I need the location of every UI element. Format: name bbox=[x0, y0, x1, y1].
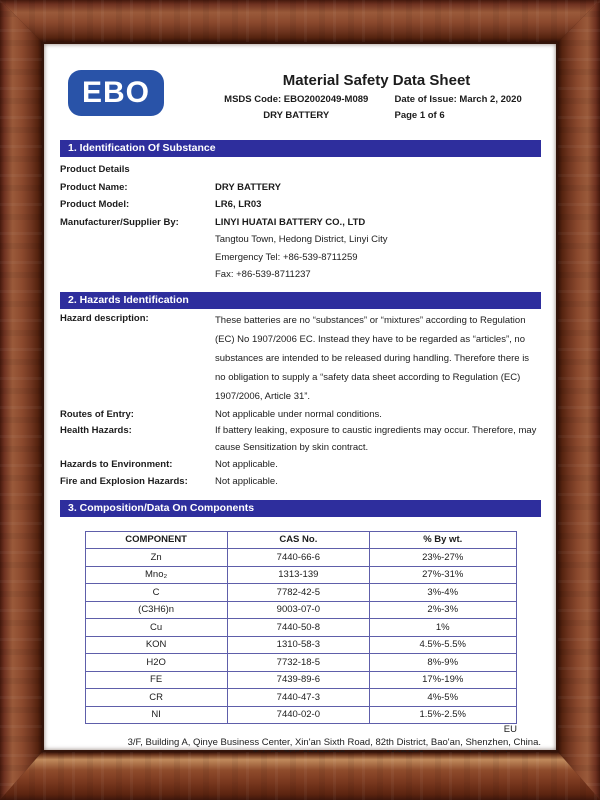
table-row bbox=[85, 636, 516, 654]
hazard-description-value: These batteries are no “substances” or “mixtures” according to Regulation (EC) No 1907/2006 EC. Instead they have to be regarded as “articles”, no substances are intended to be released during handling. Therefore there is no obligation to supply a “safety data sheet according to Regulation (EC) 1907/2006, Article 31”. bbox=[215, 314, 530, 403]
header-meta-right bbox=[380, 92, 541, 124]
cell-cas: 7440-50-8 bbox=[227, 619, 369, 637]
cell-component: CR bbox=[85, 689, 227, 707]
fire-explosion-value: Not applicable. bbox=[215, 475, 278, 487]
cell-wt: 17%-19% bbox=[369, 671, 516, 689]
table-row bbox=[85, 601, 516, 619]
header-text-block bbox=[164, 70, 541, 124]
cell-wt: 2%-3% bbox=[369, 601, 516, 619]
section-2-body bbox=[60, 311, 541, 491]
product-name-value: DRY BATTERY bbox=[215, 181, 281, 193]
hazard-description-row bbox=[60, 311, 541, 407]
picture-frame-top bbox=[0, 0, 600, 42]
manufacturer-fax: Fax: +86-539-8711237 bbox=[215, 269, 311, 280]
cell-component: Zn bbox=[85, 549, 227, 567]
table-row bbox=[85, 619, 516, 637]
routes-of-entry-label: Routes of Entry: bbox=[60, 408, 134, 420]
cell-component: FE bbox=[85, 671, 227, 689]
health-hazards-label: Health Hazards: bbox=[60, 425, 132, 437]
cell-cas: 7732-18-5 bbox=[227, 654, 369, 672]
page-number: Page 1 of 6 bbox=[394, 110, 445, 121]
cell-wt: 4%-5% bbox=[369, 689, 516, 707]
cell-cas: 7440-02-0 bbox=[227, 706, 369, 724]
footer-address: 3/F, Building A, Qinye Business Center, Xin'an Sixth Road, 82th District, Bao'an, Shenzhen, China. bbox=[127, 736, 541, 748]
cell-component: (C3H6)n bbox=[85, 601, 227, 619]
table-row bbox=[85, 566, 516, 584]
fire-explosion-label: Fire and Explosion Hazards: bbox=[60, 475, 188, 487]
cell-component: Cu bbox=[85, 619, 227, 637]
hazard-description-label: Hazard description: bbox=[60, 312, 149, 324]
section-3-header: 3. Composition/Data On Components bbox=[60, 500, 541, 517]
health-hazards-value: If battery leaking, exposure to caustic ingredients may occur. Therefore, may cause Sensitization by skin contract. bbox=[215, 425, 537, 454]
msds-code: MSDS Code: EBO2002049-M089 bbox=[224, 94, 369, 105]
product-model-row bbox=[60, 196, 541, 214]
table-row bbox=[85, 584, 516, 602]
cell-cas: 7440-47-3 bbox=[227, 689, 369, 707]
date-of-issue: Date of Issue: March 2, 2020 bbox=[394, 94, 522, 105]
table-header-row bbox=[85, 531, 516, 549]
table-row bbox=[85, 706, 516, 724]
footer-region: EU bbox=[503, 724, 517, 735]
manufacturer-label: Manufacturer/Supplier By: bbox=[60, 216, 179, 228]
cell-cas: 7439-89-6 bbox=[227, 671, 369, 689]
header-meta-left bbox=[212, 92, 380, 124]
manufacturer-name: LINYI HUATAI BATTERY CO., LTD bbox=[215, 216, 366, 228]
table-row bbox=[85, 549, 516, 567]
product-name-row bbox=[60, 179, 541, 197]
cell-wt: 23%-27% bbox=[369, 549, 516, 567]
product-line: DRY BATTERY bbox=[263, 110, 330, 121]
manufacturer-tel: Emergency Tel: +86-539-8711259 bbox=[215, 251, 358, 263]
cell-cas: 7440-66-6 bbox=[227, 549, 369, 567]
hazards-environment-label: Hazards to Environment: bbox=[60, 458, 173, 470]
cell-component: C bbox=[85, 584, 227, 602]
product-model-value: LR6, LR03 bbox=[215, 199, 262, 210]
cell-cas: 7782-42-5 bbox=[227, 584, 369, 602]
product-name-label: Product Name: bbox=[60, 181, 128, 193]
fire-explosion-row bbox=[60, 474, 541, 491]
section-1-body bbox=[60, 159, 541, 284]
product-details-heading: Product Details bbox=[60, 164, 130, 175]
cell-wt: 1.5%-2.5% bbox=[369, 706, 516, 724]
section-2-header: 2. Hazards Identification bbox=[60, 292, 541, 309]
cell-component: KON bbox=[85, 636, 227, 654]
cell-wt: 1% bbox=[369, 619, 516, 637]
table-row bbox=[85, 671, 516, 689]
cell-cas: 1310-58-3 bbox=[227, 636, 369, 654]
ebo-logo: EBO bbox=[68, 70, 164, 116]
manufacturer-row bbox=[60, 214, 541, 232]
col-cas-no: CAS No. bbox=[227, 531, 369, 549]
cell-component: H2O bbox=[85, 654, 227, 672]
col-component: COMPONENT bbox=[85, 531, 227, 549]
routes-of-entry-row bbox=[60, 407, 541, 424]
health-hazards-row bbox=[60, 423, 541, 457]
cell-cas: 9003-07-0 bbox=[227, 601, 369, 619]
cell-cas: 1313-139 bbox=[227, 566, 369, 584]
picture-frame-left bbox=[0, 0, 42, 800]
document-title: Material Safety Data Sheet bbox=[282, 72, 471, 89]
cell-component: Mno₂ bbox=[85, 566, 227, 584]
cell-wt: 27%-31% bbox=[369, 566, 516, 584]
picture-frame-right bbox=[558, 0, 600, 800]
cell-wt: 8%-9% bbox=[369, 654, 516, 672]
manufacturer-address: Tangtou Town, Hedong District, Linyi City bbox=[215, 234, 388, 245]
picture-frame-bottom bbox=[0, 752, 600, 800]
header-meta-grid bbox=[212, 92, 541, 124]
section-1-header: 1. Identification Of Substance bbox=[60, 140, 541, 157]
hazards-environment-row bbox=[60, 457, 541, 474]
routes-of-entry-value: Not applicable under normal conditions. bbox=[215, 408, 382, 420]
document-header bbox=[68, 70, 541, 124]
composition-table bbox=[85, 531, 517, 725]
table-row bbox=[85, 689, 516, 707]
cell-wt: 4.5%-5.5% bbox=[369, 636, 516, 654]
cell-wt: 3%-4% bbox=[369, 584, 516, 602]
msds-document-page bbox=[42, 42, 558, 752]
product-model-label: Product Model: bbox=[60, 199, 130, 210]
table-row bbox=[85, 654, 516, 672]
cell-component: NI bbox=[85, 706, 227, 724]
hazards-environment-value: Not applicable. bbox=[215, 458, 278, 470]
col-percent-by-wt: % By wt. bbox=[369, 531, 516, 549]
